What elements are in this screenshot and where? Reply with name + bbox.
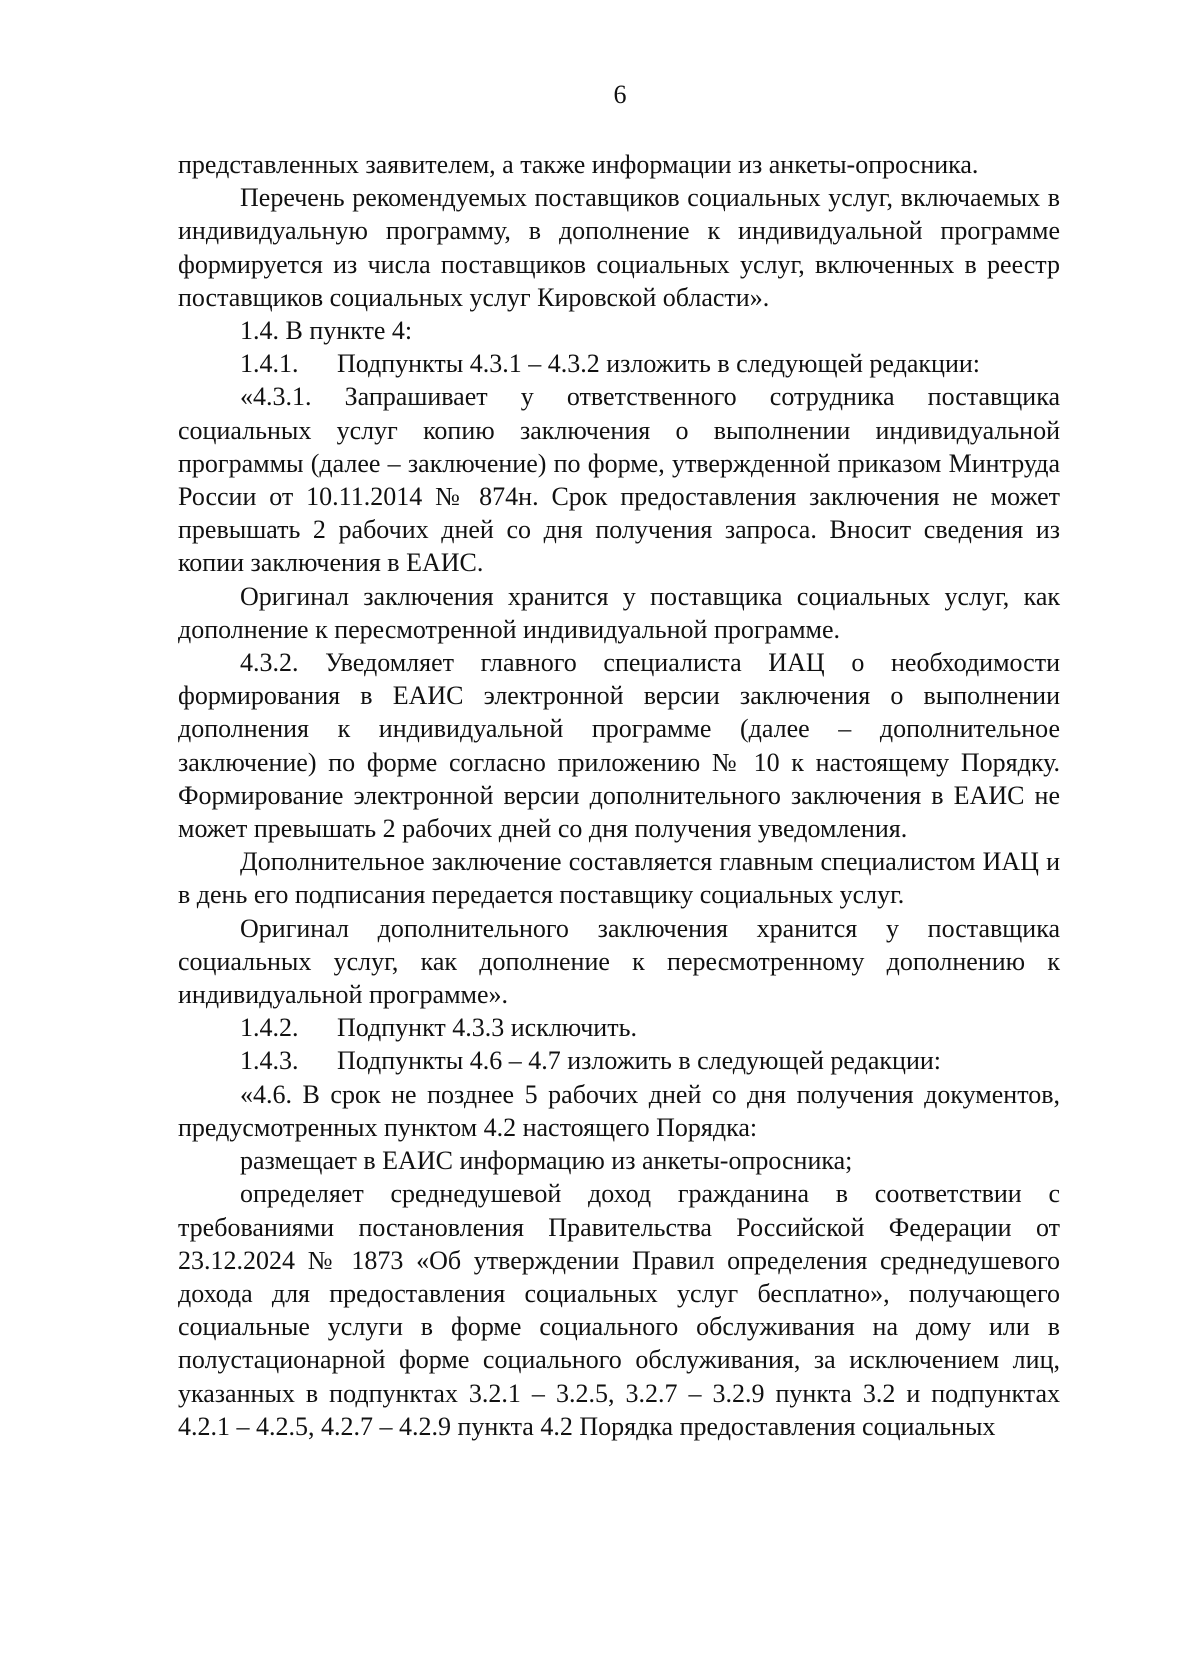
numbered-item [178,1011,1060,1044]
item-text: Подпункт 4.3.3 исключить. [337,1013,637,1043]
item-text: Подпункты 4.6 – 4.7 изложить в следующей редакции: [337,1046,941,1076]
numbered-item [178,347,1060,380]
item-text: Подпункты 4.3.1 – 4.3.2 изложить в следующей редакции: [337,349,980,379]
paragraph: «4.6. В срок не позднее 5 рабочих дней со дня получения документов, предусмотренных пунктом 4.2 настоящего Порядка: [178,1079,1060,1142]
paragraph: Перечень рекомендуемых поставщиков социальных услуг, включаемых в индивидуальную программу, в дополнение к индивидуальной программе формируется из числа поставщиков социальных услуг, включенных в реестр поставщиков социальных услуг Кировской области». [178,183,1060,312]
item-number: 1.4.3. [240,1046,299,1076]
paragraph: определяет среднедушевой доход гражданина в соответствии с требованиями постановления Правительства Российской Федерации от 23.12.2024 № 1873 «Об утверждении Правил определения среднедушевого дохода для предоставления социальных услуг бесплатно», получающего социальные услуги в форме социального обслуживания на дому или в полустационарной форме социального обслуживания, за исключением лиц, указанных в подпунктах 3.2.1 – 3.2.5, 3.2.7 – 3.2.9 пункта 3.2 и подпунктах 4.2.1 – 4.2.5, 4.2.7 – 4.2.9 пункта 4.2 Порядка предоставления социальных [178,1179,1060,1441]
numbered-item [178,1044,1060,1077]
paragraph: Дополнительное заключение составляется главным специалистом ИАЦ и в день его подписания передается поставщику социальных услуг. [178,847,1060,910]
paragraph: «4.3.1. Запрашивает у ответственного сотрудника поставщика социальных услуг копию заключения о выполнении индивидуальной программы (далее – заключение) по форме, утвержденной приказом Минтруда России от 10.11.2014 № 874н. Срок предоставления заключения не может превышать 2 рабочих дней со дня получения запроса. Вносит сведения из копии заключения в ЕАИС. [178,382,1060,578]
paragraph: Оригинал заключения хранится у поставщика социальных услуг, как дополнение к пересмотренной индивидуальной программе. [178,581,1060,644]
item-number: 1.4.2. [240,1013,299,1043]
paragraph: 4.3.2. Уведомляет главного специалиста ИАЦ о необходимости формирования в ЕАИС электронной версии заключения о выполнении дополнения к индивидуальной программе (далее – дополнительное заключение) по форме согласно приложению № 10 к настоящему Порядку. Формирование электронной версии дополнительного заключения в ЕАИС не может превышать 2 рабочих дней со дня получения уведомления. [178,648,1060,844]
paragraph: представленных заявителем, а также информации из анкеты-опросника. [178,150,979,179]
paragraph: Оригинал дополнительного заключения хранится у поставщика социальных услуг, как дополнение к пересмотренному дополнению к индивидуальной программе». [178,913,1060,1010]
page-number: 6 [613,80,627,109]
document-body [178,148,1060,1443]
paragraph: 1.4. В пункте 4: [240,316,413,346]
paragraph: размещает в ЕАИС информацию из анкеты-опросника; [240,1146,853,1176]
item-number: 1.4.1. [240,349,299,379]
